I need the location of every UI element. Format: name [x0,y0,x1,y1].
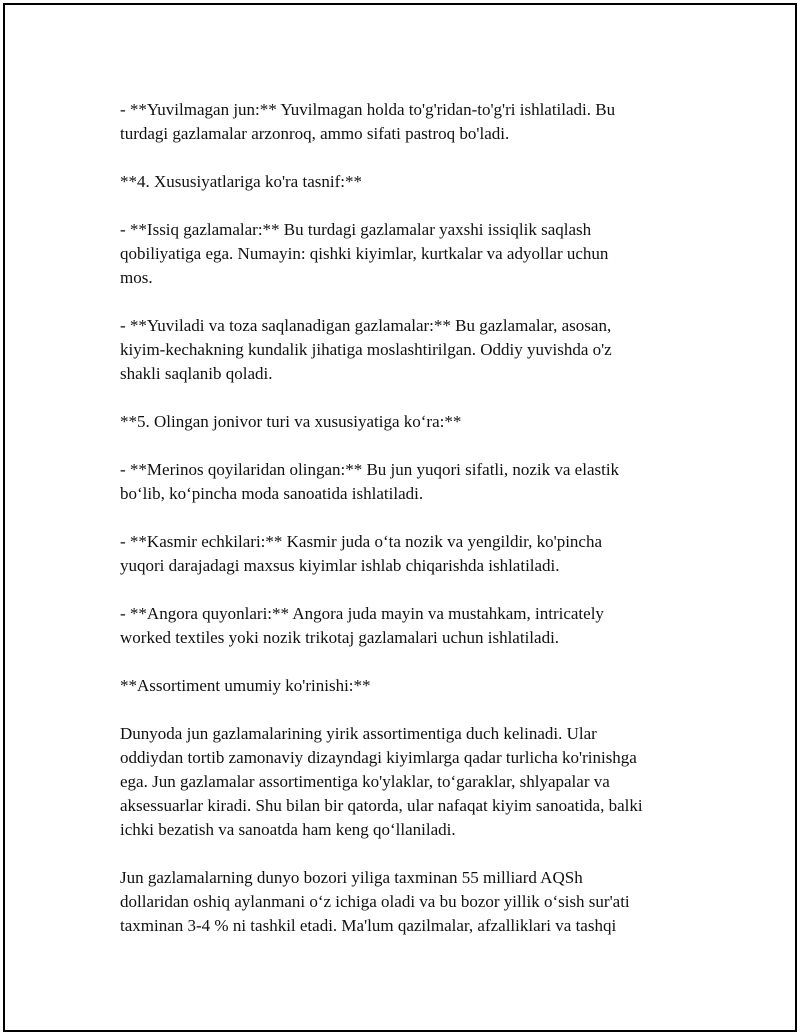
paragraph-merino: - **Merinos qoyilaridan olingan:** Bu jun yuqori sifatli, nozik va elastik boʻlib, koʻpincha moda sanoatida ishlatiladi. [120,460,620,503]
paragraph-assortment: Dunyoda jun gazlamalarining yirik assortimentiga duch kelinadi. Ular oddiydan tortib zamonaviy dizayndagi kiyimlarga qadar turlicha ko'rinishga ega. Jun gazlamalar assortimentiga ko'ylaklar, toʻgaraklar, shlyapalar va aksessuarlar kiradi. Shu bilan bir qatorda, ular nafaqat kiyim sanoatida, balki ichki bezatish va sanoatda ham keng qoʻllaniladi. [120,724,643,839]
paragraph-market: Jun gazlamalarning dunyo bozori yiliga taxminan 55 milliard AQSh dollaridan oshiq aylanmani oʻz ichiga oladi va bu bozor yillik oʻsish sur'ati taxminan 3-4 % ni tashkil etadi. Ma'lum qazilmalar, afzalliklari va tashqi [120,868,630,935]
paragraph-warm-fabrics: - **Issiq gazlamalar:** Bu turdagi gazlamalar yaxshi issiqlik saqlash qobiliyatiga ega. Numayin: qishki kiyimlar, kurtkalar va adyollar uchun mos. [120,220,609,287]
heading-animal-type: **5. Olingan jonivor turi va xususiyatiga koʻra:** [120,412,462,431]
document-body [120,98,700,962]
paragraph-angora: - **Angora quyonlari:** Angora juda mayin va mustahkam, intricately worked textiles yoki nozik trikotaj gazlamalari uchun ishlatiladi. [120,604,604,647]
heading-assortment-overview: **Assortiment umumiy ko'rinishi:** [120,676,371,695]
paragraph-unwashed-wool: - **Yuvilmagan jun:** Yuvilmagan holda to'g'ridan-to'g'ri ishlatiladi. Bu turdagi gazlamalar arzonroq, ammo sifati pastroq bo'ladi. [120,100,616,143]
document-page [3,3,797,1032]
paragraph-cashmere: - **Kasmir echkilari:** Kasmir juda oʻta nozik va yengildir, ko'pincha yuqori darajadagi maxsus kiyimlar ishlab chiqarishda ishlatiladi. [120,532,603,575]
heading-classification-by-properties: **4. Xususiyatlariga ko'ra tasnif:** [120,172,362,191]
paragraph-washable-fabrics: - **Yuviladi va toza saqlanadigan gazlamalar:** Bu gazlamalar, asosan, kiyim-kechakning kundalik jihatiga moslashtirilgan. Oddiy yuvishda o'z shakli saqlanib qoladi. [120,316,612,383]
